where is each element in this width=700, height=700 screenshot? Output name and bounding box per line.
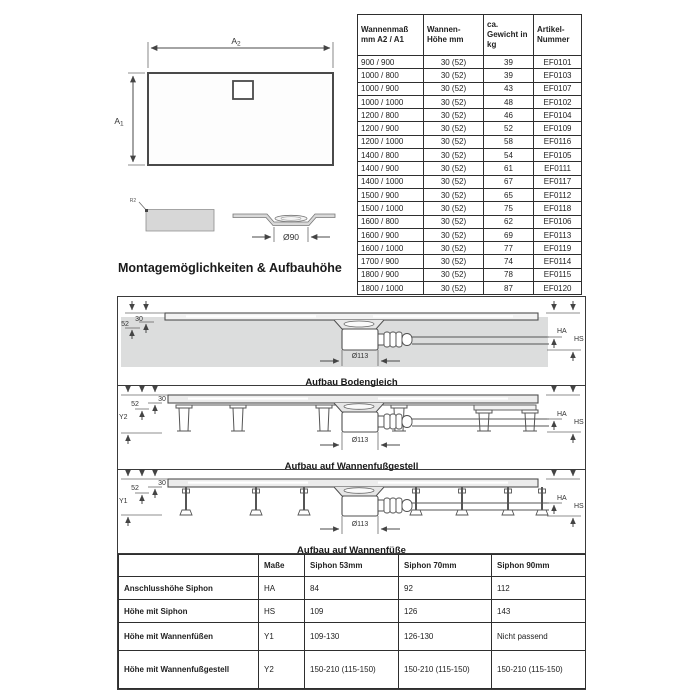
table-cell: 65 [484,188,534,201]
table-cell: 1400 / 1000 [358,175,424,188]
table-cell: EF0118 [534,202,582,215]
table-cell: EF0105 [534,149,582,162]
table-cell: 30 (52) [424,202,484,215]
table-cell: 1400 / 800 [358,149,424,162]
dim-ha-label: HA [557,328,567,335]
col-header-empty [119,555,259,577]
table-row [358,255,582,268]
table-cell: 43 [484,82,534,95]
table-row [358,228,582,241]
table-row [358,175,582,188]
table-cell: 30 (52) [424,149,484,162]
table-cell: 1000 / 1000 [358,95,424,108]
table-cell: 69 [484,228,534,241]
siphon-body [342,412,378,432]
dim-52-label: 52 [131,485,139,492]
table-cell: 87 [484,282,534,295]
col-header-masse: Maße [259,555,305,577]
table-cell: 78 [484,268,534,281]
table-cell: EF0106 [534,215,582,228]
table-cell: 48 [484,95,534,108]
siphon-body [342,496,378,516]
dim-30-label: 30 [158,480,166,487]
dim-a1-label: A1 [114,116,124,128]
table-cell: 30 (52) [424,215,484,228]
table-cell: 39 [484,69,534,82]
table-row [358,69,582,82]
table-row [119,651,586,689]
dim-52-label: 52 [131,401,139,408]
table-cell: EF0117 [534,175,582,188]
table-cell: 92 [399,577,492,600]
table-row [358,122,582,135]
diagram-wannenfuesse [118,470,585,540]
table-cell: 1400 / 900 [358,162,424,175]
products-table [357,14,582,295]
col-header-siphon53: Siphon 53mm [305,555,399,577]
table-cell: EF0111 [534,162,582,175]
table-row [358,215,582,228]
table-cell: 1700 / 900 [358,255,424,268]
table-cell: Y2 [259,651,305,689]
table-row [358,95,582,108]
table-cell: 143 [492,600,586,623]
table-cell: EF0109 [534,122,582,135]
table-cell: 1800 / 900 [358,268,424,281]
table-cell: 46 [484,109,534,122]
table-cell: HA [259,577,305,600]
table-cell: EF0113 [534,228,582,241]
shower-tray-plan-drawing [95,18,355,253]
dim-113-label: Ø113 [351,437,369,444]
table-cell: 1600 / 1000 [358,242,424,255]
table-cell: 1200 / 800 [358,109,424,122]
table-cell: 1500 / 900 [358,188,424,201]
diagram-wannenfuesse-section [118,470,585,554]
table-cell: Nicht passend [492,623,586,651]
table-cell: 30 (52) [424,95,484,108]
col-header-dimensions: Wannenmaß mm A2 / A1 [358,15,424,56]
table-cell: 54 [484,149,534,162]
col-header-siphon70: Siphon 70mm [399,555,492,577]
dim-a2-label: A2 [231,36,241,48]
col-header-article: Artikel-Nummer [534,15,582,56]
table-cell: 1200 / 900 [358,122,424,135]
table-cell: 84 [305,577,399,600]
table-row [358,56,582,69]
table-cell: EF0112 [534,188,582,201]
table-row [358,202,582,215]
drain-cover [275,215,307,221]
table-cell: Höhe mit Wannenfußgestell [119,651,259,689]
table-cell: 126 [399,600,492,623]
table-cell: EF0119 [534,242,582,255]
edge-section [146,210,214,232]
diagram-caption: Aufbau Bodengleich [305,377,398,388]
table-cell: 39 [484,56,534,69]
table-cell: 126-130 [399,623,492,651]
table-cell: 30 (52) [424,268,484,281]
dim-hs-label: HS [574,503,584,510]
table-cell: 1000 / 800 [358,69,424,82]
table-cell: 75 [484,202,534,215]
table-cell: EF0116 [534,135,582,148]
diagram-bodengleich [118,297,585,372]
diagram-caption: Aufbau auf Wannenfußgestell [284,461,419,472]
diagram-fussgestell-section [118,386,585,470]
dim-y1-label: Y1 [119,498,128,505]
table-cell: EF0102 [534,95,582,108]
table-cell: 30 (52) [424,162,484,175]
dim-30-label: 30 [158,396,166,403]
table-cell: EF0104 [534,109,582,122]
col-header-weight: ca. Gewicht in kg [484,15,534,56]
table-cell: 74 [484,255,534,268]
dim-113-label: Ø113 [351,353,369,360]
table-row [358,82,582,95]
table-cell: 900 / 900 [358,56,424,69]
table-cell: 30 (52) [424,242,484,255]
table-row [119,623,586,651]
table-cell: HS [259,600,305,623]
table-cell: Höhe mit Wannenfüßen [119,623,259,651]
table-row [358,282,582,295]
dim-52-label: 52 [121,321,129,328]
table-cell: 1600 / 800 [358,215,424,228]
table-cell: 1500 / 1000 [358,202,424,215]
dim-hs-label: HS [574,336,584,343]
table-cell: 67 [484,175,534,188]
table-cell: 150-210 (115-150) [492,651,586,689]
table-row [358,188,582,201]
table-cell: 1800 / 1000 [358,282,424,295]
table-cell: EF0120 [534,282,582,295]
table-cell: 30 (52) [424,175,484,188]
table-cell: 109-130 [305,623,399,651]
diagram-fussgestell [118,386,585,456]
table-cell: Höhe mit Siphon [119,600,259,623]
table-row [358,135,582,148]
dim-ha-label: HA [557,411,567,418]
table-row [358,149,582,162]
table-cell: EF0114 [534,255,582,268]
table-cell: 62 [484,215,534,228]
siphon-outlet [402,334,412,346]
col-header-height: Wannen-Höhe mm [424,15,484,56]
table-cell: 150-210 (115-150) [399,651,492,689]
table-cell: 52 [484,122,534,135]
table-cell: EF0103 [534,69,582,82]
radius-label: R2 [129,198,137,204]
table-cell: 109 [305,600,399,623]
drain-cover [344,321,374,327]
dim-hs-label: HS [574,419,584,426]
table-cell: Y1 [259,623,305,651]
table-cell: 30 (52) [424,122,484,135]
section-heading: Montagemöglichkeiten & Aufbauhöhe [118,261,342,275]
table-cell: 30 (52) [424,56,484,69]
table-cell: 1200 / 1000 [358,135,424,148]
table-cell: EF0107 [534,82,582,95]
montage-box [117,296,586,690]
table-row [358,162,582,175]
table-row [119,577,586,600]
table-cell: Anschlusshöhe Siphon [119,577,259,600]
table-cell: 150-210 (115-150) [305,651,399,689]
dim-y2-label: Y2 [119,414,128,421]
table-cell: 112 [492,577,586,600]
table-cell: 30 (52) [424,228,484,241]
table-row [358,268,582,281]
table-row [358,242,582,255]
heights-header-row [119,555,586,577]
col-header-siphon90: Siphon 90mm [492,555,586,577]
drain-square [233,81,253,99]
table-cell: 1600 / 900 [358,228,424,241]
table-cell: 30 (52) [424,255,484,268]
table-cell: 30 (52) [424,282,484,295]
table-cell: 1000 / 900 [358,82,424,95]
table-cell: 30 (52) [424,135,484,148]
table-cell: 30 (52) [424,69,484,82]
drain-diameter-label: Ø90 [282,232,300,242]
table-cell: 30 (52) [424,82,484,95]
heights-table [118,554,586,689]
table-cell: 30 (52) [424,188,484,201]
table-row [358,109,582,122]
diagram-caption: Aufbau auf Wannenfüße [297,545,406,556]
floor-fill [121,317,548,367]
diagram-bodengleich-section [118,297,585,386]
dim-30-label: 30 [135,316,143,323]
table-cell: 77 [484,242,534,255]
table-cell: 30 (52) [424,109,484,122]
table-cell: 61 [484,162,534,175]
products-header-row [358,15,582,56]
table-cell: 58 [484,135,534,148]
frame-bar [474,405,536,410]
dim-113-label: Ø113 [351,521,369,528]
table-row [119,600,586,623]
table-cell: EF0101 [534,56,582,69]
siphon-body [342,329,378,350]
table-cell: EF0115 [534,268,582,281]
dim-ha-label: HA [557,495,567,502]
